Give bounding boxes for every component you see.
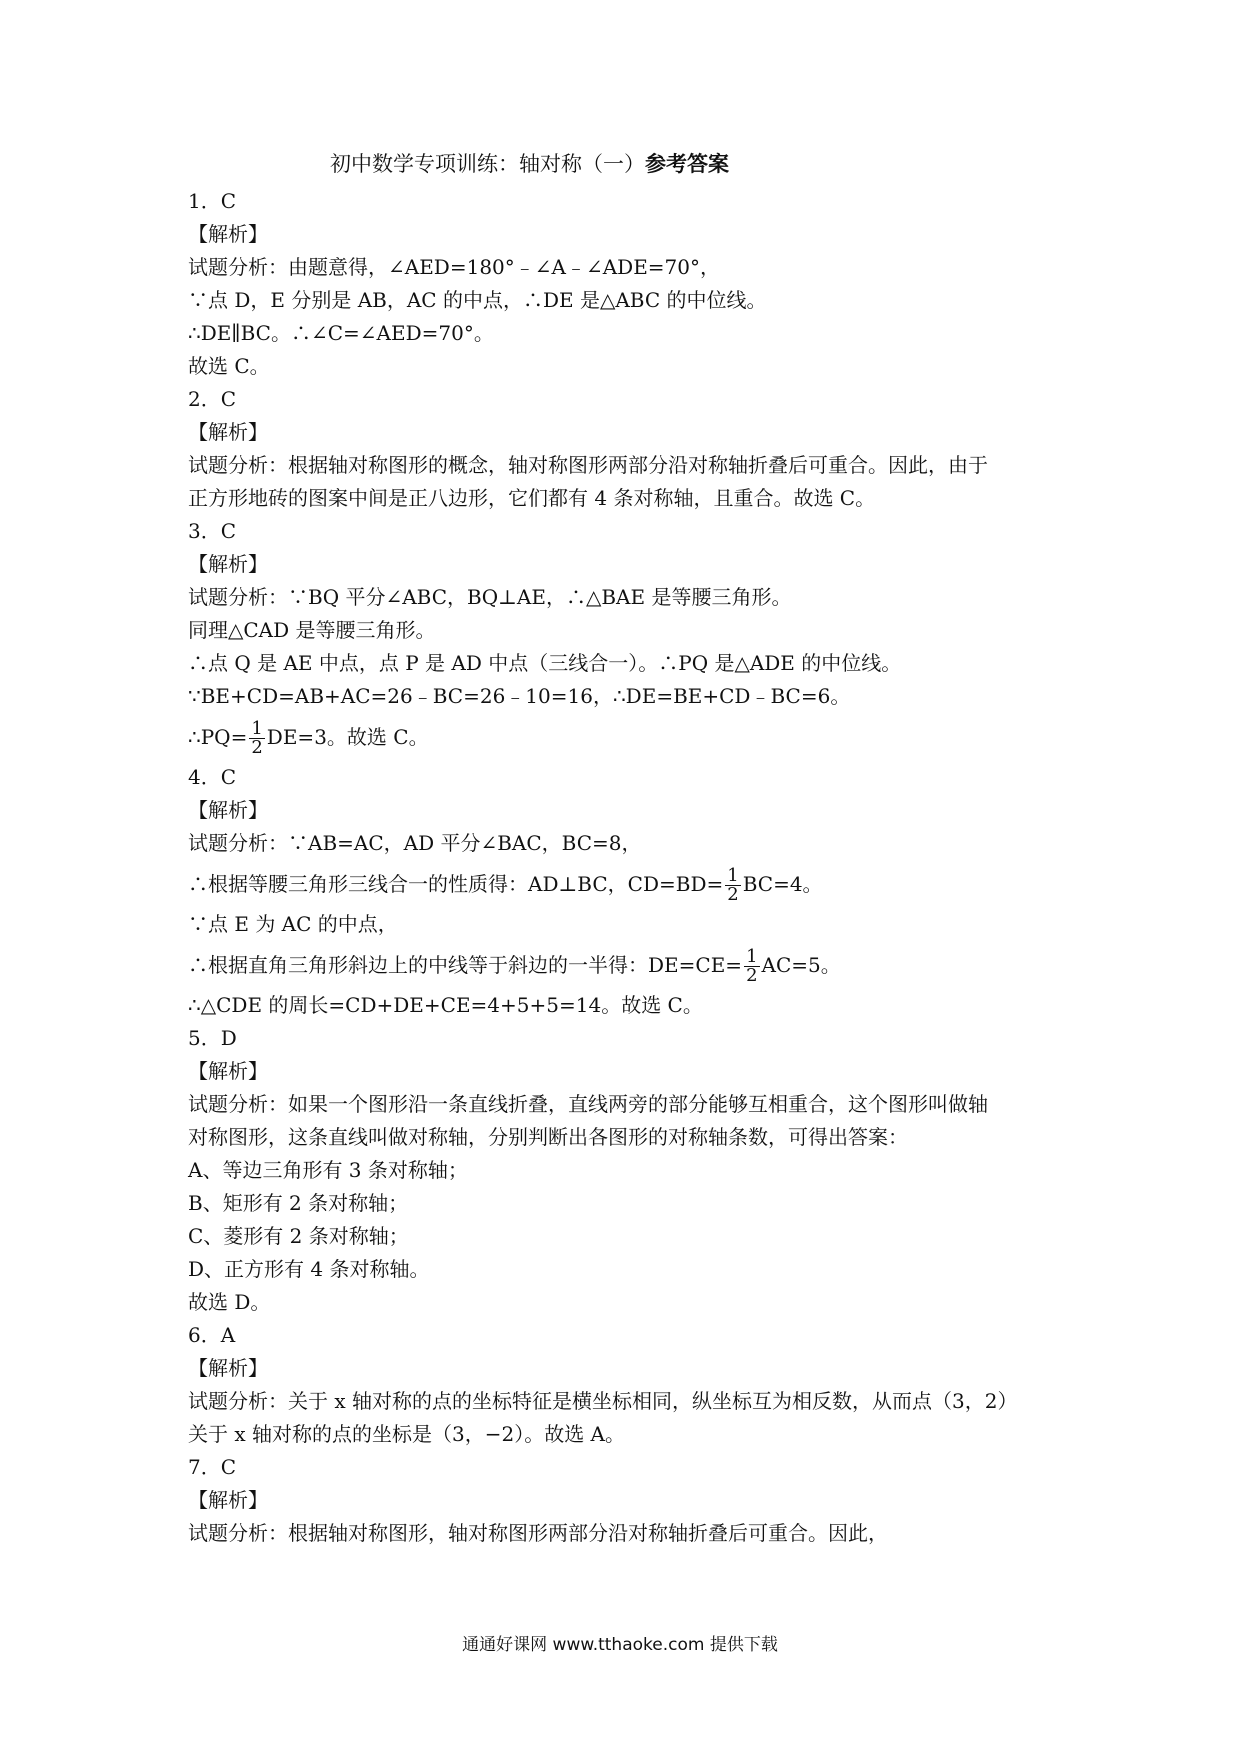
fraction-numerator: 1 xyxy=(727,865,739,886)
answer-content xyxy=(188,185,1068,1550)
text-line: ∵点 D，E 分别是 AB，AC 的中点，∴DE 是△ABC 的中位线。 xyxy=(188,288,767,312)
text-line: ∴△CDE 的周长=CD+DE+CE=4+5+5=14。故选 C。 xyxy=(188,993,703,1017)
text-line: 【解析】 xyxy=(188,1488,268,1512)
text-line: 5．D xyxy=(188,1026,237,1050)
text-line: 2．C xyxy=(188,387,237,411)
text-line: C、菱形有 2 条对称轴； xyxy=(188,1224,409,1248)
text-line: 1．C xyxy=(188,189,237,213)
fraction-line xyxy=(188,713,1068,761)
text-line: 试题分析：由题意得，∠AED=180°﹣∠A﹣∠ADE=70°， xyxy=(188,255,721,279)
page-title xyxy=(330,148,729,178)
page-footer: 通通好课网 www.tthaoke.com 提供下载 xyxy=(462,1635,778,1655)
text-line: ∴点 Q 是 AE 中点，点 P 是 AD 中点（三线合一）。∴PQ 是△ADE 的中位线。 xyxy=(188,651,902,675)
text-line: 正方形地砖的图案中间是正八边形，它们都有 4 条对称轴，且重合。故选 C。 xyxy=(188,486,876,510)
text-line: 3．C xyxy=(188,519,237,543)
text-after-fraction: DE=3。故选 C。 xyxy=(266,725,429,749)
text-before-fraction: ∴根据直角三角形斜边上的中线等于斜边的一半得：DE=CE= xyxy=(188,953,743,977)
fraction-denominator: 2 xyxy=(251,737,263,758)
text-line: 【解析】 xyxy=(188,1356,268,1380)
text-line: 同理△CAD 是等腰三角形。 xyxy=(188,618,436,642)
text-line: 试题分析：根据轴对称图形的概念，轴对称图形两部分沿对称轴折叠后可重合。因此，由于 xyxy=(188,453,988,477)
fraction xyxy=(744,948,759,985)
fraction-line xyxy=(188,941,1068,989)
fraction-denominator: 2 xyxy=(746,965,758,986)
text-after-fraction: AC=5。 xyxy=(761,953,841,977)
text-line: 【解析】 xyxy=(188,222,268,246)
text-line: ∵点 E 为 AC 的中点， xyxy=(188,912,398,936)
fraction-denominator: 2 xyxy=(727,884,739,905)
text-line: 【解析】 xyxy=(188,1059,268,1083)
text-line: B、矩形有 2 条对称轴； xyxy=(188,1191,409,1215)
fraction xyxy=(725,867,740,904)
text-line: 【解析】 xyxy=(188,420,268,444)
text-line: 试题分析：∵BQ 平分∠ABC，BQ⊥AE，∴△BAE 是等腰三角形。 xyxy=(188,585,792,609)
fraction-numerator: 1 xyxy=(746,946,758,967)
text-line: D、正方形有 4 条对称轴。 xyxy=(188,1257,430,1281)
text-line: 故选 D。 xyxy=(188,1290,271,1314)
text-line: 关于 x 轴对称的点的坐标是（3，−2）。故选 A。 xyxy=(188,1422,626,1446)
fraction xyxy=(249,720,264,757)
text-line: 【解析】 xyxy=(188,552,268,576)
text-line: 6．A xyxy=(188,1323,236,1347)
text-line: A、等边三角形有 3 条对称轴； xyxy=(188,1158,468,1182)
text-line: ∴DE∥BC。∴∠C=∠AED=70°。 xyxy=(188,321,494,345)
title-bold: 参考答案 xyxy=(645,151,729,176)
text-before-fraction: ∴PQ= xyxy=(188,725,248,749)
fraction-line xyxy=(188,860,1068,908)
text-line: 对称图形，这条直线叫做对称轴，分别判断出各图形的对称轴条数，可得出答案： xyxy=(188,1125,908,1149)
text-line: 试题分析：关于 x 轴对称的点的坐标特征是横坐标相同，纵坐标互为相反数，从而点（3，2） xyxy=(188,1389,1018,1413)
text-line: 7．C xyxy=(188,1455,237,1479)
text-line: 故选 C。 xyxy=(188,354,270,378)
text-line: 试题分析：如果一个图形沿一条直线折叠，直线两旁的部分能够互相重合，这个图形叫做轴 xyxy=(188,1092,988,1116)
text-before-fraction: ∴根据等腰三角形三线合一的性质得：AD⊥BC，CD=BD= xyxy=(188,872,724,896)
text-line: 4．C xyxy=(188,765,237,789)
text-line: ∵BE+CD=AB+AC=26﹣BC=26﹣10=16，∴DE=BE+CD﹣BC=6。 xyxy=(188,684,851,708)
title-main: 初中数学专项训练：轴对称（一） xyxy=(330,152,645,176)
text-after-fraction: BC=4。 xyxy=(742,872,823,896)
text-line: 【解析】 xyxy=(188,798,268,822)
text-line: 试题分析：∵AB=AC，AD 平分∠BAC，BC=8， xyxy=(188,831,642,855)
text-line: 试题分析：根据轴对称图形，轴对称图形两部分沿对称轴折叠后可重合。因此， xyxy=(188,1521,888,1545)
fraction-numerator: 1 xyxy=(251,718,263,739)
